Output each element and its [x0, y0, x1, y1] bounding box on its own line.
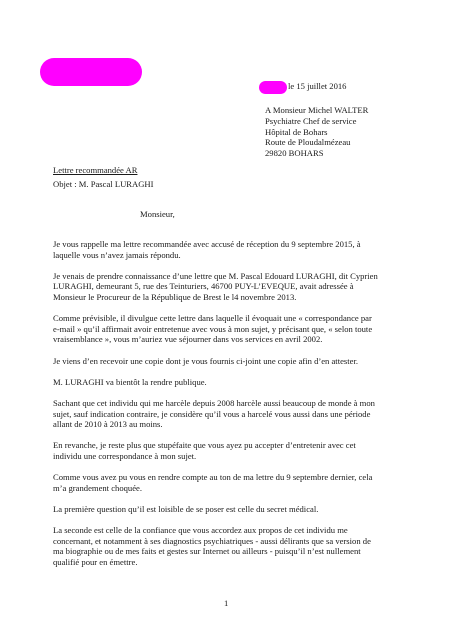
paragraph [53, 504, 405, 515]
paragraph [53, 398, 405, 430]
paragraph-line: qualifié pour en émettre. [53, 556, 138, 567]
paragraph [53, 377, 405, 388]
paragraph [53, 271, 405, 303]
paragraph [53, 313, 405, 345]
recipient-line: A Monsieur Michel WALTER [265, 105, 369, 115]
paragraph-line: Sachant que cet individu qui me harcèle depuis 2008 harcèle aussi beaucoup de monde à mon [53, 397, 375, 408]
paragraph-line: LURAGHI, demeurant 5, rue des Teinturiers, 46700 PUY-L’EVEQUE, avait adressée à [53, 281, 354, 292]
recipient-line: 29820 BOHARS [265, 148, 324, 159]
mail-type: Lettre recommandée AR [53, 165, 138, 175]
paragraph-line: Je vous rappelle ma lettre recommandée avec accusé de réception du 9 septembre 2015, à [53, 239, 361, 249]
letter-subject: Objet : M. Pascal LURAGHI [53, 179, 154, 189]
paragraph-line: allant de 2010 à 2013 au moins. [53, 419, 163, 430]
page-number: 1 [224, 598, 229, 608]
letter-date: le 15 juillet 2016 [288, 81, 347, 91]
paragraph-line: sujet, sauf indication contraire, je considère qu’il vous a harcelé vous aussi dans une période [53, 408, 371, 419]
redaction-mark-sender [40, 58, 142, 86]
salutation: Monsieur, [140, 209, 175, 219]
paragraph-line: Comme prévisible, il divulgue cette lettre dans laquelle il évoquait une « correspondance par [53, 313, 372, 324]
paragraph-line: Je venais de prendre connaissance d’une lettre que M. Pascal Edouard LURAGHI, dit Cyprien [53, 270, 378, 281]
recipient-line: Psychiatre Chef de service [265, 115, 357, 126]
paragraph [53, 440, 405, 461]
paragraph [53, 356, 405, 367]
paragraph-line: La première question qu’il est loisible de se poser est celle du secret médical. [53, 503, 319, 514]
recipient-line: Hôpital de Bohars [265, 126, 328, 137]
paragraph-line: vraisemblance », vous m’auriez vue séjourner dans vos services en avril 2002. [53, 334, 323, 345]
recipient-address [265, 105, 368, 159]
paragraph-line: laquelle vous n’avez jamais répondu. [53, 249, 181, 260]
paragraph-line: ma biographie ou de mes faits et gestes sur Internet ou ailleurs - puisqu’il n’est nullement [53, 546, 361, 557]
paragraph-line: Je viens d’en recevoir une copie dont je vous fournis ci-joint une copie afin d’en attester. [53, 355, 358, 366]
redaction-mark-place [259, 81, 287, 94]
paragraph-line: Comme vous avez pu vous en rendre compte au ton de ma lettre du 9 septembre dernier, cela [53, 472, 373, 483]
paragraph-line: M. LURAGHI va bientôt la rendre publique. [53, 376, 207, 387]
paragraph-line: individu une correspondance à mon sujet. [53, 450, 197, 461]
paragraph-line: La seconde est celle de la confiance que vous accordez aux propos de cet individu me [53, 525, 348, 536]
paragraph-line: Monsieur le Procureur de la République de Brest le l4 novembre 2013. [53, 291, 297, 302]
paragraph-line: m’a grandement choquée. [53, 482, 143, 493]
paragraph-line: concernant, et notamment à ses diagnostics psychiatriques - aussi délirants que sa version de [53, 535, 371, 546]
paragraph-line: e-mail » qu’il affirmait avoir entretenue avec vous à mon sujet, y précisant que, « selon toute [53, 323, 373, 334]
paragraph [53, 472, 405, 493]
paragraph [53, 525, 405, 567]
paragraph [53, 239, 405, 260]
paragraph-line: En revanche, je reste plus que stupéfaite que vous ayez pu accepter d’entretenir avec cet [53, 440, 356, 451]
letter-body [53, 239, 405, 578]
recipient-line: Route de Ploudalmézeau [265, 137, 351, 148]
